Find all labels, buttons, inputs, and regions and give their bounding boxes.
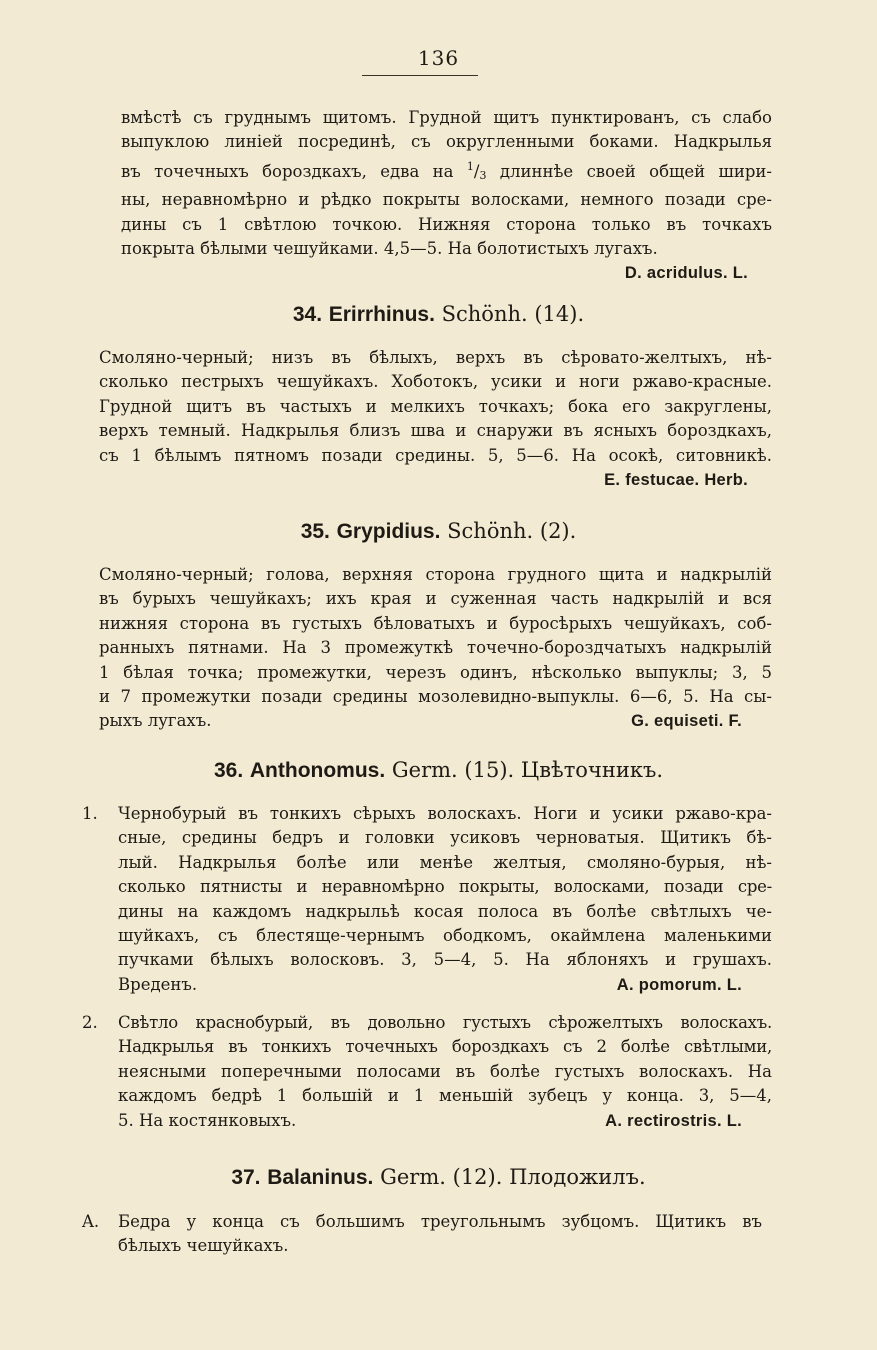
- text-line: сколько пятнисты и неравномѣрно покрыты, волосками, позади сре-: [118, 877, 772, 897]
- text-line: лый. Надкрылья болѣе или менѣе желтыя, смоляно-бурыя, нѣ-: [118, 852, 772, 872]
- text-line: покрыта бѣлыми чешуйками. 4,5—5. На болотистыхъ лугахъ.: [121, 239, 658, 259]
- text-line: 5. На костянковыхъ. A. rectirostris. L.: [118, 1109, 772, 1133]
- genus-description-34: [99, 346, 772, 492]
- item-label: A.: [82, 1212, 100, 1231]
- item-label: 1.: [82, 804, 98, 823]
- text-line: пучками бѣлыхъ волосковъ. 3, 5—4, 5. На яблоняхъ и грушахъ.: [118, 950, 772, 970]
- text-line: Грудной щитъ въ частыхъ и мелкихъ точкахъ; бока его закруглены,: [99, 396, 772, 416]
- page-number: 136: [417, 46, 460, 70]
- text-line: сные, средины бедръ и головки усиковъ черноватыя. Щитикъ бѣ-: [118, 828, 772, 848]
- text-line: верхъ темный. Надкрылья близъ шва и снаружи въ ясныхъ бороздкахъ,: [99, 421, 772, 441]
- text-line: бѣлыхъ чешуйкахъ.: [118, 1236, 289, 1256]
- text-line: дины съ 1 свѣтлою точкою. Нижняя сторона только въ точкахъ: [121, 214, 772, 234]
- species-name: E. festucae. Herb.: [604, 471, 748, 490]
- text-line: и 7 промежутки позади средины мозолевидно-выпуклы. 6—6, 5. На сы-: [99, 687, 772, 707]
- key-item-1: [82, 802, 772, 1002]
- genus-heading-35: 35. Grypidius. Schönh. (2).: [300, 519, 577, 543]
- fraction-denominator: 3: [479, 168, 487, 182]
- text-line: въ точечныхъ бороздкахъ, едва на $^1/_3$ длиннѣе своей общей шири-: [121, 159, 772, 182]
- text-line: шуйкахъ, съ блестяще-чернымъ ободкомъ, окаймлена маленькими: [118, 926, 772, 946]
- text-line: вмѣстѣ съ груднымъ щитомъ. Грудной щитъ пунктированъ, съ слабо: [121, 108, 772, 127]
- text-line: Смоляно-черный; голова, верхняя сторона грудного щита и надкрылій: [99, 565, 772, 584]
- genus-heading-34: 34. Erirrhinus. Schönh. (14).: [292, 302, 585, 326]
- text-line: ны, неравномѣрно и рѣдко покрыты волосками, немного позади сре-: [121, 190, 772, 210]
- text-line: Чернобурый въ тонкихъ сѣрыхъ волоскахъ. Ноги и усики ржаво-кра-: [118, 804, 772, 823]
- item-label: 2.: [82, 1013, 98, 1032]
- species-name: A. rectirostris. L.: [605, 1111, 742, 1130]
- species-name: A. pomorum. L.: [616, 975, 742, 994]
- genus-heading-36: 36. Anthonomus. Germ. (15). Цвѣточникъ.: [213, 758, 663, 782]
- key-item-2: [82, 1011, 772, 1141]
- text-line: рыхъ лугахъ. G. equiseti. F.: [99, 709, 772, 733]
- species-name: D. acridulus. L.: [624, 264, 748, 283]
- text-line: каждомъ бедрѣ 1 большій и 1 меньшій зубецъ у конца. 3, 5—4,: [118, 1086, 772, 1106]
- text-line: 1 бѣлая точка; промежутки, черезъ одинъ, нѣсколько выпуклы; 3, 5: [99, 662, 772, 682]
- text-line: нижняя сторона въ густыхъ бѣловатыхъ и буросѣрыхъ чешуйкахъ, соб-: [99, 613, 772, 633]
- text-line: Вреденъ. A. pomorum. L.: [118, 973, 772, 997]
- text-line: Смоляно-черный; низъ въ бѣлыхъ, верхъ въ сѣровато-желтыхъ, нѣ-: [99, 348, 772, 367]
- intro-paragraph: [121, 106, 772, 286]
- genus-heading-37: 37. Balaninus. Germ. (12). Плодожилъ.: [231, 1165, 646, 1189]
- text-line: выпуклою линіей посрединѣ, съ округленными боками. Надкрылья: [121, 132, 772, 152]
- text-line: Бедра у конца съ большимъ треугольнымъ зубцомъ. Щитикъ въ: [118, 1212, 762, 1231]
- text-line: неясными поперечными полосами въ болѣе густыхъ волоскахъ. На: [118, 1061, 772, 1081]
- text-line: Надкрылья въ тонкихъ точечныхъ бороздкахъ съ 2 болѣе свѣтлыми,: [118, 1037, 772, 1057]
- text-line: Свѣтло краснобурый, въ довольно густыхъ сѣрожелтыхъ волоскахъ.: [118, 1013, 772, 1032]
- fraction-numerator: 1: [466, 159, 474, 173]
- text-line: дины на каждомъ надкрыльѣ косая полоса въ болѣе свѣтлыхъ че-: [118, 901, 772, 921]
- key-item-A: [82, 1210, 772, 1270]
- text-line: съ 1 бѣлымъ пятномъ позади средины. 5, 5—6. На осокѣ, ситовникѣ.: [99, 445, 772, 465]
- page-number-rule: [362, 75, 478, 76]
- text-line: въ бурыхъ чешуйкахъ; ихъ края и суженная часть надкрылій и вся: [99, 589, 772, 609]
- species-name: G. equiseti. F.: [631, 712, 742, 731]
- genus-description-35: [99, 563, 772, 734]
- text-line: ранныхъ пятнами. На 3 промежуткѣ точечно-бороздчатыхъ надкрылій: [99, 638, 772, 658]
- text-line: сколько пестрыхъ чешуйкахъ. Хоботокъ, усики и ноги ржаво-красные.: [99, 372, 772, 392]
